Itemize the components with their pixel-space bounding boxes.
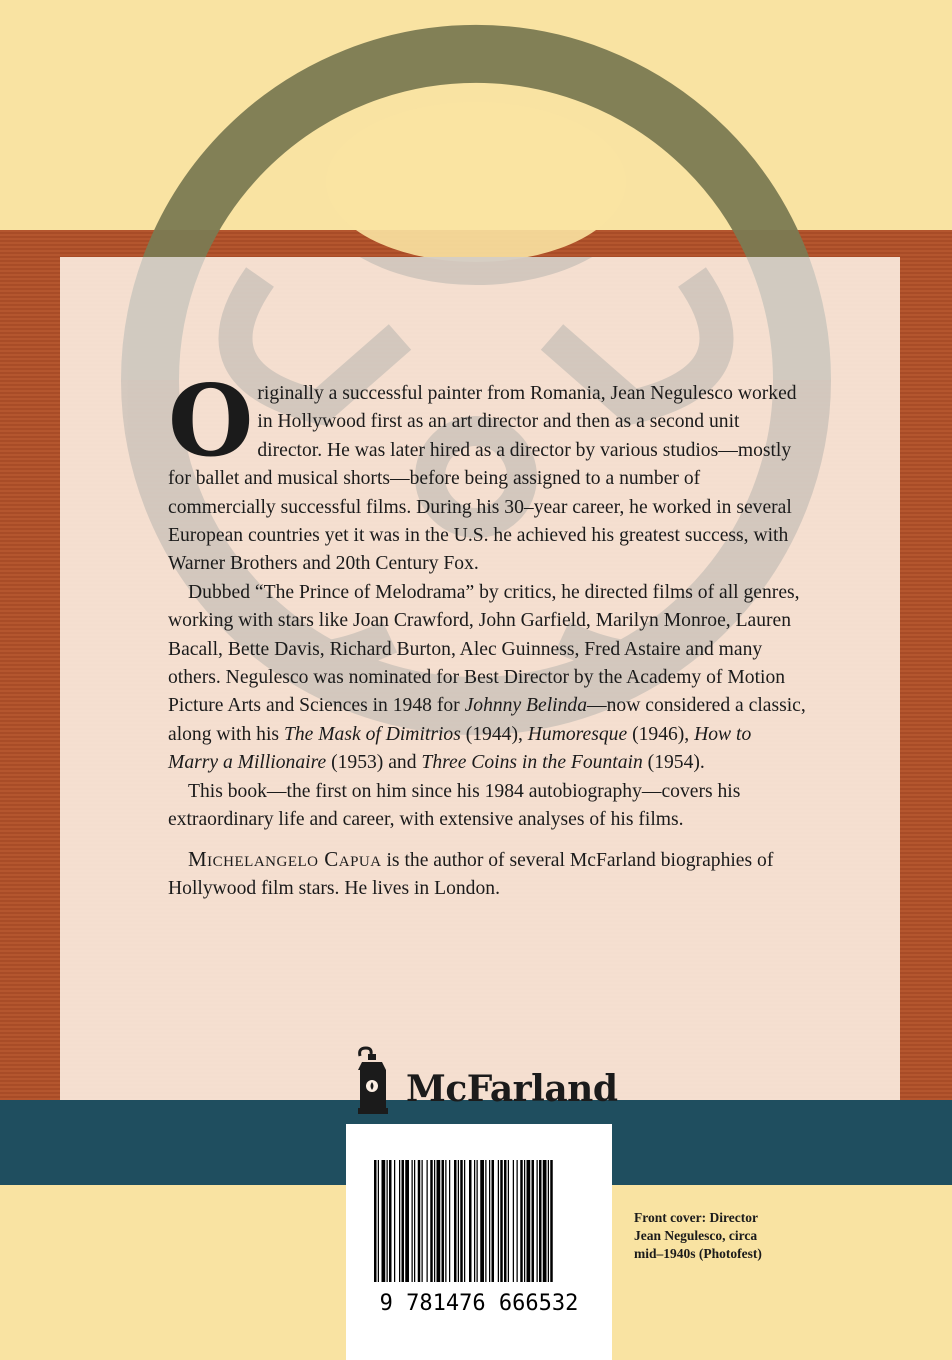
career-text: (1954). — [642, 752, 705, 774]
publisher-logo — [352, 1046, 618, 1116]
barcode-bar — [548, 1160, 549, 1282]
barcode-bar — [474, 1160, 475, 1282]
author-name: Michelangelo Capua — [188, 846, 382, 871]
barcode-bar — [539, 1160, 542, 1282]
barcode-bar — [508, 1160, 509, 1282]
barcode-bar — [513, 1160, 514, 1282]
barcode-bar — [469, 1160, 472, 1282]
author-paragraph — [168, 845, 806, 904]
author-bio: is the author of several McFarland biographies of Hollywood film stars. He lives in London. — [168, 849, 774, 899]
barcode — [346, 1124, 612, 1360]
barcode-bar — [394, 1160, 395, 1282]
barcode-bar — [430, 1160, 433, 1282]
barcode-bar — [504, 1160, 507, 1282]
barcode-digits: 9 781476 666532 — [379, 1291, 579, 1316]
caption-line: Front cover: Director — [634, 1210, 758, 1225]
barcode-bar — [480, 1160, 484, 1282]
barcode-bar — [500, 1160, 503, 1282]
career-text: —now considered a classic, along with his — [168, 695, 806, 745]
career-text: Dubbed “The Prince of Melodrama” by critics, he directed films of all genres, working with stars like Joan Crawford, John Garfield, Marilyn Monroe, Lauren Bacall, Bette Davis, Richard Burton, Alec Guinness, Fred Astaire and many others. Negulesco was nominated for Best Director by the Academy of Motion Picture Arts and Sciences in 1948 for — [168, 581, 800, 717]
film-title: Johnny Belinda — [464, 695, 588, 717]
barcode-bar — [517, 1160, 518, 1282]
film-title: How to Marry a Millionaire — [168, 723, 752, 774]
barcode-bar — [399, 1160, 400, 1282]
book-paragraph: This book—the first on him since his 1984 autobiography—covers his extraordinary life and career, with extensive analyses of his films. — [168, 780, 741, 831]
film-title: The Mask of Dimitrios — [283, 723, 461, 745]
barcode-bar — [414, 1160, 415, 1282]
barcode-bar — [489, 1160, 490, 1282]
intro-line: various studios—mostly for ballet and musical shorts—before being — [168, 439, 792, 490]
barcode-bar — [458, 1160, 459, 1282]
barcode-bar — [437, 1160, 441, 1282]
intro-paragraph — [168, 364, 806, 579]
intro-line: the U.S. he achieved his greatest success, with Warner Brothers and — [168, 525, 789, 575]
lantern-icon — [352, 1046, 396, 1116]
barcode-bar — [498, 1160, 499, 1282]
barcode-bar — [537, 1160, 538, 1282]
career-paragraph — [168, 579, 806, 778]
barcode-bar — [527, 1160, 531, 1282]
barcode-bar — [412, 1160, 413, 1282]
caption-line: mid–1940s (Photofest) — [634, 1246, 762, 1261]
intro-line: 30–year career, he worked in several European countries yet it was in — [168, 496, 792, 547]
intro-line: riginally a successful painter from Romania, Jean Negulesco — [257, 383, 738, 404]
barcode-bar — [445, 1160, 446, 1282]
barcode-bar — [427, 1160, 428, 1282]
intro-line: 20th Century Fox. — [335, 553, 479, 575]
barcode-bar — [374, 1160, 377, 1282]
barcode-bar — [378, 1160, 379, 1282]
film-title: Humoresque — [527, 723, 628, 745]
barcode-bar — [454, 1160, 457, 1282]
barcode-bar — [402, 1160, 405, 1282]
barcode-bars — [354, 1160, 604, 1320]
publisher-name: McFarland — [406, 1068, 618, 1110]
barcode-bar — [492, 1160, 495, 1282]
intro-line: assigned to a number of commercially successful films. During his — [168, 468, 701, 518]
barcode-bar — [464, 1160, 465, 1282]
barcode-bar — [524, 1160, 525, 1282]
barcode-bar — [460, 1160, 463, 1282]
barcode-bar — [405, 1160, 409, 1282]
barcode-bar — [387, 1160, 388, 1282]
barcode-bar — [422, 1160, 423, 1282]
film-title: Three Coins in the Fountain — [421, 752, 643, 774]
intro-line: second unit director. He was later hired as a director by — [257, 411, 740, 461]
barcode-bar — [382, 1160, 386, 1282]
barcode-bar — [434, 1160, 435, 1282]
barcode-bar — [389, 1160, 392, 1282]
intro-line: worked in Hollywood first as an art director and then as a — [257, 383, 797, 433]
barcode-bar — [550, 1160, 553, 1282]
cover-caption — [634, 1209, 814, 1263]
barcode-bar — [520, 1160, 523, 1282]
career-text: (1953) and — [326, 752, 422, 774]
caption-line: Jean Negulesco, circa — [634, 1228, 758, 1243]
drop-cap: O — [168, 364, 254, 479]
barcode-bar — [532, 1160, 535, 1282]
description-text — [168, 364, 806, 903]
career-text: (1944), — [460, 723, 528, 745]
barcode-bar — [485, 1160, 486, 1282]
barcode-bar — [543, 1160, 547, 1282]
career-text: (1946), — [627, 723, 695, 745]
barcode-bar — [449, 1160, 450, 1282]
barcode-bar — [418, 1160, 421, 1282]
barcode-bar — [477, 1160, 478, 1282]
barcode-bar — [442, 1160, 445, 1282]
